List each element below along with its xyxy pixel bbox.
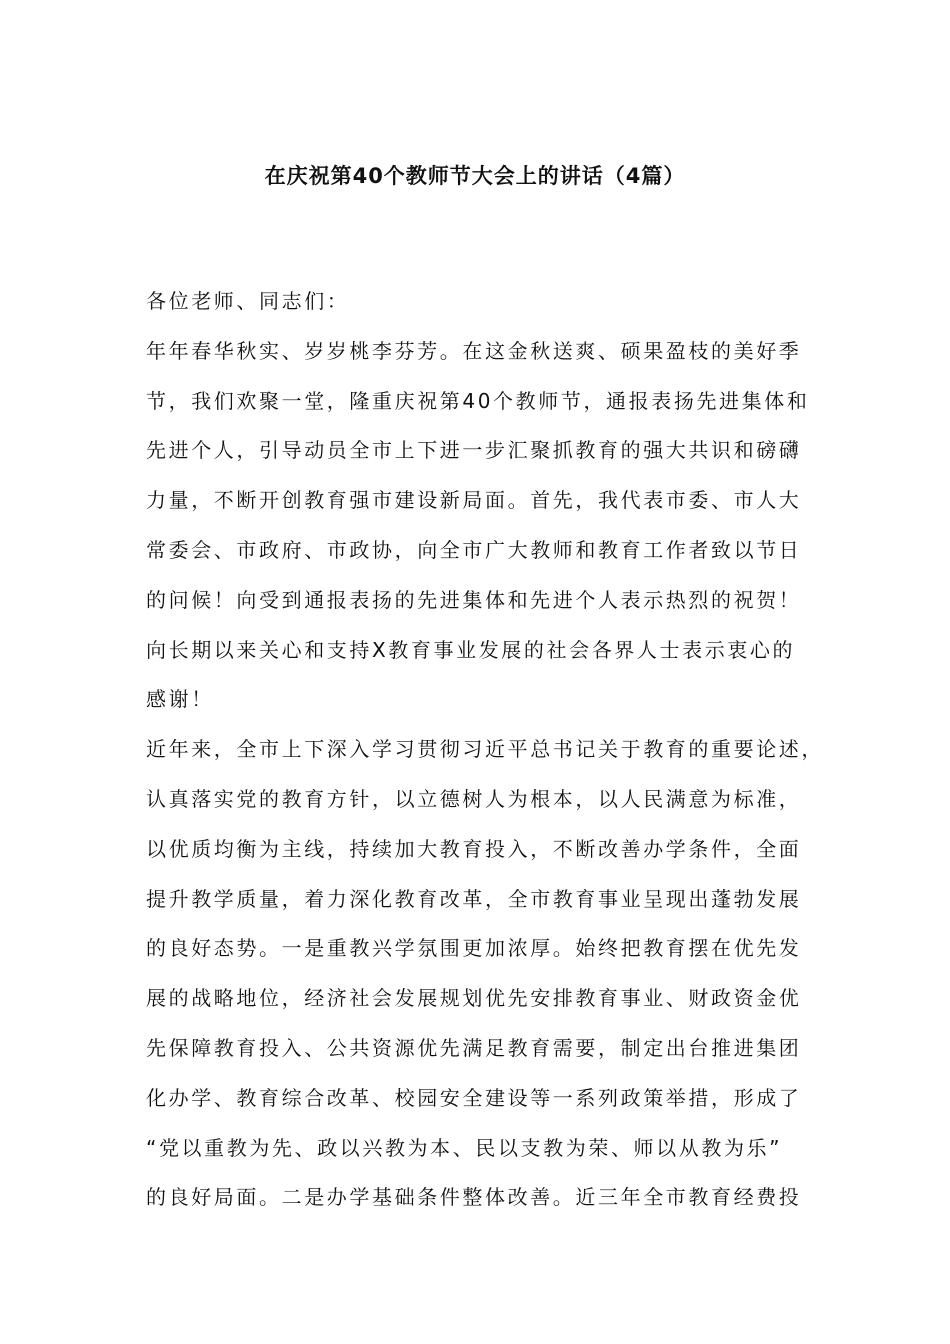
text-line: 力量，不断开创教育强市建设新局面。首先，我代表市委、市人大 bbox=[146, 488, 802, 513]
text-line: 认真落实党的教育方针，以立德树人为根本，以人民满意为标准， bbox=[146, 786, 802, 811]
document-title: 在庆祝第40个教师节大会上的讲话（4篇） bbox=[264, 164, 686, 188]
text-line: 节，我们欢聚一堂，隆重庆祝第40个教师节，通报表扬先进集体和 bbox=[146, 388, 810, 413]
text-line: 各位老师、同志们： bbox=[146, 289, 350, 313]
text-line: 先保障教育投入、公共资源优先满足教育需要，制定出台推进集团 bbox=[146, 1035, 802, 1060]
text-line: 先进个人，引导动员全市上下进一步汇聚抓教育的强大共识和磅礴 bbox=[146, 438, 802, 463]
text-line: 年年春华秋实、岁岁桃李芬芳。在这金秋送爽、硕果盈枝的美好季 bbox=[146, 338, 802, 363]
text-line: 化办学、教育综合改革、校园安全建设等一系列政策举措，形成了 bbox=[146, 1085, 802, 1110]
text-line: 以优质均衡为主线，持续加大教育投入，不断改善办学条件，全面 bbox=[146, 836, 802, 861]
text-line: 的良好局面。二是办学基础条件整体改善。近三年全市教育经费投 bbox=[146, 1185, 802, 1210]
text-line: 近年来，全市上下深入学习贯彻习近平总书记关于教育的重要论述， bbox=[146, 737, 824, 762]
text-line: 感谢！ bbox=[146, 687, 214, 712]
text-line: 的问候！向受到通报表扬的先进集体和先进个人表示热烈的祝贺！ bbox=[146, 587, 802, 612]
text-line: “党以重教为先、政以兴教为本、民以支教为荣、师以从教为乐” bbox=[146, 1135, 783, 1160]
text-line: 提升教学质量，着力深化教育改革，全市教育事业呈现出蓬勃发展 bbox=[146, 886, 802, 911]
text-line: 的良好态势。一是重教兴学氛围更加浓厚。始终把教育摆在优先发 bbox=[146, 936, 802, 961]
text-line: 展的战略地位，经济社会发展规划优先安排教育事业、财政资金优 bbox=[146, 986, 802, 1011]
text-line: 常委会、市政府、市政协，向全市广大教师和教育工作者致以节日 bbox=[146, 537, 802, 562]
text-line: 向长期以来关心和支持X教育事业发展的社会各界人士表示衷心的 bbox=[146, 637, 796, 662]
document-body bbox=[146, 283, 836, 1229]
